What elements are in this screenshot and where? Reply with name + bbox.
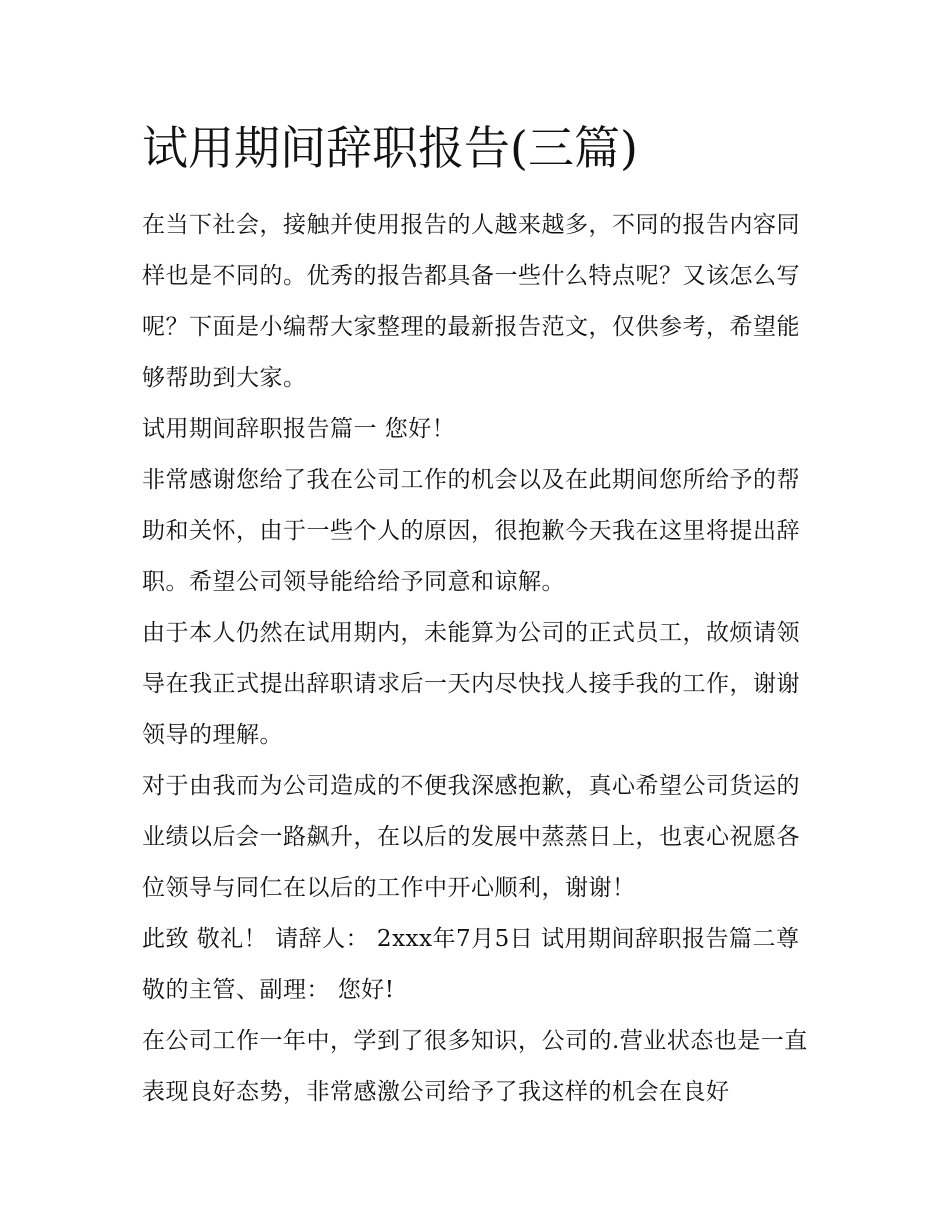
closing-paragraph: 此致 敬礼！ 请辞人： 2xxx年7月5日 试用期间辞职报告篇二尊敬的主管、副理： 您好!: [142, 926, 800, 1003]
body-paragraph: 在公司工作一年中，学到了很多知识，公司的.营业状态也是一直表现良好态势，非常感激公司给予了我这样的机会在良好: [142, 1028, 808, 1105]
document-title: 试用期间辞职报告(三篇): [142, 121, 638, 175]
body-paragraph: 非常感谢您给了我在公司工作的机会以及在此期间您所给予的帮助和关怀，由于一些个人的原因，很抱歉今天我在这里将提出辞职。希望公司领导能给给予同意和谅解。: [142, 467, 800, 595]
document-page: [142, 118, 822, 1118]
body-paragraph: 由于本人仍然在试用期内，未能算为公司的正式员工，故烦请领导在我正式提出辞职请求后一天内尽快找人接手我的工作，谢谢领导的理解。: [142, 620, 800, 748]
body-paragraph: 对于由我而为公司造成的不便我深感抱歉，真心希望公司货运的业绩以后会一路飙升，在以后的发展中蒸蒸日上，也衷心祝愿各位领导与同仁在以后的工作中开心顺利，谢谢！: [142, 773, 800, 901]
intro-paragraph: 在当下社会，接触并使用报告的人越来越多，不同的报告内容同样也是不同的。优秀的报告都具备一些什么特点呢？又该怎么写呢？下面是小编帮大家整理的最新报告范文，仅供参考，希望能够帮助到大家。: [142, 212, 800, 391]
section-one-heading: 试用期间辞职报告篇一 您好！: [142, 416, 456, 442]
